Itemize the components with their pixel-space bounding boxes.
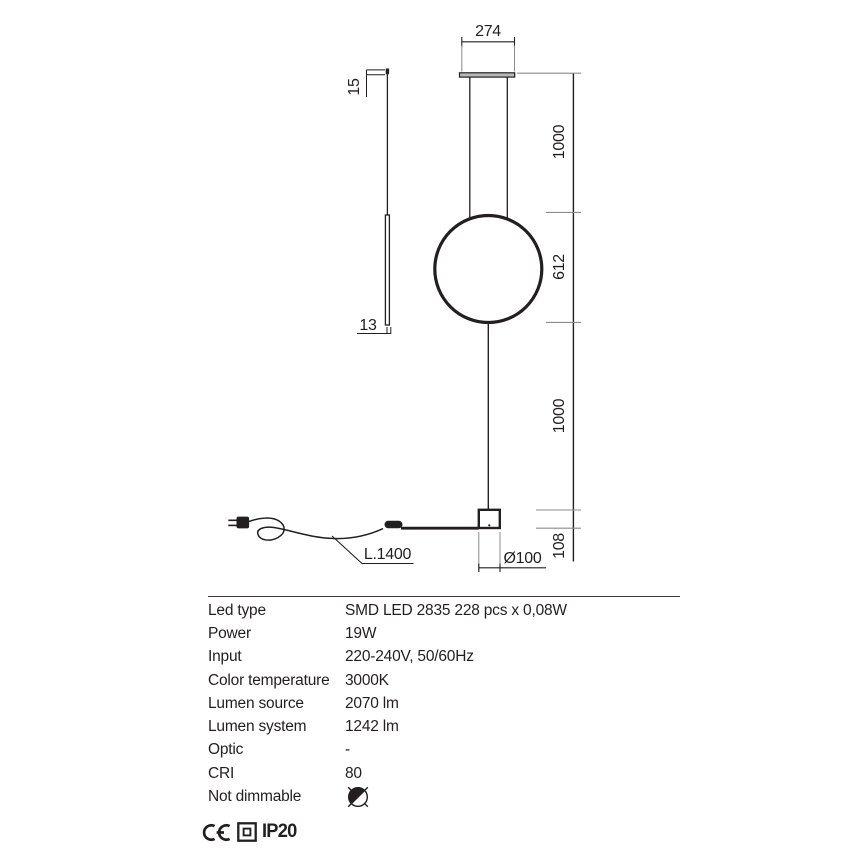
not-dimmable-icon (345, 784, 371, 810)
certification-footer (201, 821, 298, 843)
ceiling-canopy (460, 73, 515, 77)
spec-label: Lumen source (208, 694, 304, 712)
spec-value: 1242 lm (345, 718, 399, 736)
spec-label: Input (208, 648, 242, 666)
plug-icon (228, 517, 249, 529)
spec-row-input (208, 646, 680, 669)
spec-value: 19W (345, 624, 377, 642)
dim-label-base-diameter: Ø100 (503, 549, 542, 567)
spec-label: Lumen system (208, 718, 307, 736)
spec-label: Led type (208, 601, 266, 619)
dimension-274 (462, 37, 515, 72)
dim-label-ring-height: 612 (551, 254, 568, 280)
dim-label-rod-width: 13 (359, 316, 377, 334)
spec-row-not-dimmable (208, 785, 680, 808)
wire-tip-cap (386, 69, 389, 75)
power-cord (249, 518, 383, 540)
dim-label-lower-drop: 1000 (551, 398, 568, 434)
spec-label: Color temperature (208, 671, 330, 689)
spec-value: 80 (345, 764, 362, 782)
spec-row-led-type (208, 599, 680, 622)
dimension-15 (367, 70, 386, 97)
dim-label-base-height: 108 (551, 532, 568, 559)
spec-value: - (345, 741, 350, 759)
spec-row-color-temperature (208, 669, 680, 692)
spec-label: Not dimmable (208, 788, 302, 806)
spec-value: 3000K (345, 671, 389, 689)
spec-label: Power (208, 624, 251, 642)
spec-row-cri (208, 762, 680, 785)
base-cable-outlet (488, 524, 490, 526)
dim-label-canopy-width: 274 (475, 22, 501, 40)
dimension-chain-right (517, 73, 581, 562)
ip-rating-label: IP20 (262, 821, 297, 842)
spec-row-lumen-source (208, 692, 680, 715)
spec-value: SMD LED 2835 228 pcs x 0,08W (345, 601, 567, 619)
spec-row-optic (208, 739, 680, 762)
dim-label-upper-drop: 1000 (551, 124, 568, 160)
spec-label: CRI (208, 764, 235, 782)
rod-body (385, 215, 389, 325)
dim-label-cable-length: L.1400 (363, 546, 412, 563)
spec-row-power (208, 622, 680, 645)
class-ii-insulation-icon (237, 822, 257, 842)
spec-value: 2070 lm (345, 694, 399, 712)
spec-value: 220-240V, 50/60Hz (345, 648, 474, 666)
light-ring (435, 216, 542, 323)
spec-value (345, 785, 680, 810)
rod-side-view (385, 69, 389, 326)
ce-mark-icon (201, 823, 232, 842)
spec-table (208, 596, 680, 809)
spec-row-lumen-system (208, 715, 680, 738)
dim-label-wire-tip: 15 (346, 77, 363, 96)
inline-switch-icon (385, 521, 403, 528)
spec-label: Optic (208, 741, 244, 759)
